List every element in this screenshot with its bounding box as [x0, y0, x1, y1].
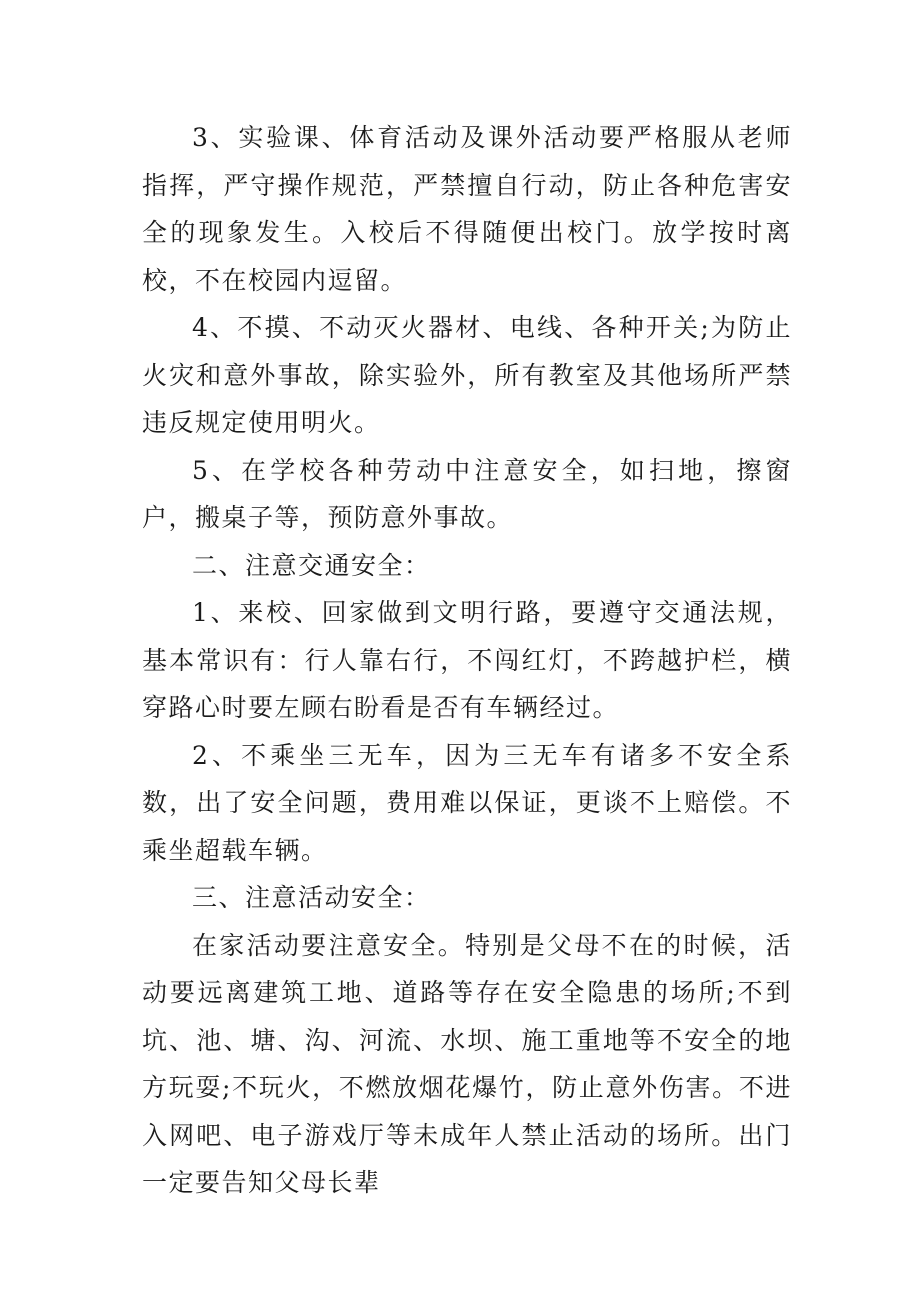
paragraph-item-3: 3、实验课、体育活动及课外活动要严格服从老师指挥，严守操作规范，严禁擅自行动，防止各种危害安全的现象发生。入校后不得随便出校门。放学按时离校，不在校园内逗留。 [142, 123, 792, 295]
paragraph-traffic-2: 2、不乘坐三无车，因为三无车有诸多不安全系数，出了安全问题，费用难以保证，更谈不上赔偿。不乘坐超载车辆。 [142, 740, 792, 865]
section-heading-activity: 三、注意活动安全： [192, 883, 431, 912]
paragraph-item-5: 5、在学校各种劳动中注意安全，如扫地，擦窗户，搬桌子等，预防意外事故。 [142, 455, 792, 532]
section-heading-traffic: 二、注意交通安全： [192, 550, 431, 580]
paragraph-traffic-1: 1、来校、回家做到文明行路，要遵守交通法规，基本常识有：行人靠右行，不闯红灯，不跨越护栏，横穿路心时要左顾右盼看是否有车辆经过。 [142, 598, 792, 722]
paragraph-item-4: 4、不摸、不动灭火器材、电线、各种开关;为防止火灾和意外事故，除实验外，所有教室及其他场所严禁违反规定使用明火。 [142, 313, 792, 437]
document-body [142, 114, 792, 1207]
paragraph-activity: 在家活动要注意安全。特别是父母不在的时候，活动要远离建筑工地、道路等存在安全隐患的场所;不到坑、池、塘、沟、河流、水坝、施工重地等不安全的地方玩耍;不玩火，不燃放烟花爆竹，防止意外伤害。不进入网吧、电子游戏厅等未成年人禁止活动的场所。出门一定要告知父母长辈 [142, 930, 792, 1197]
